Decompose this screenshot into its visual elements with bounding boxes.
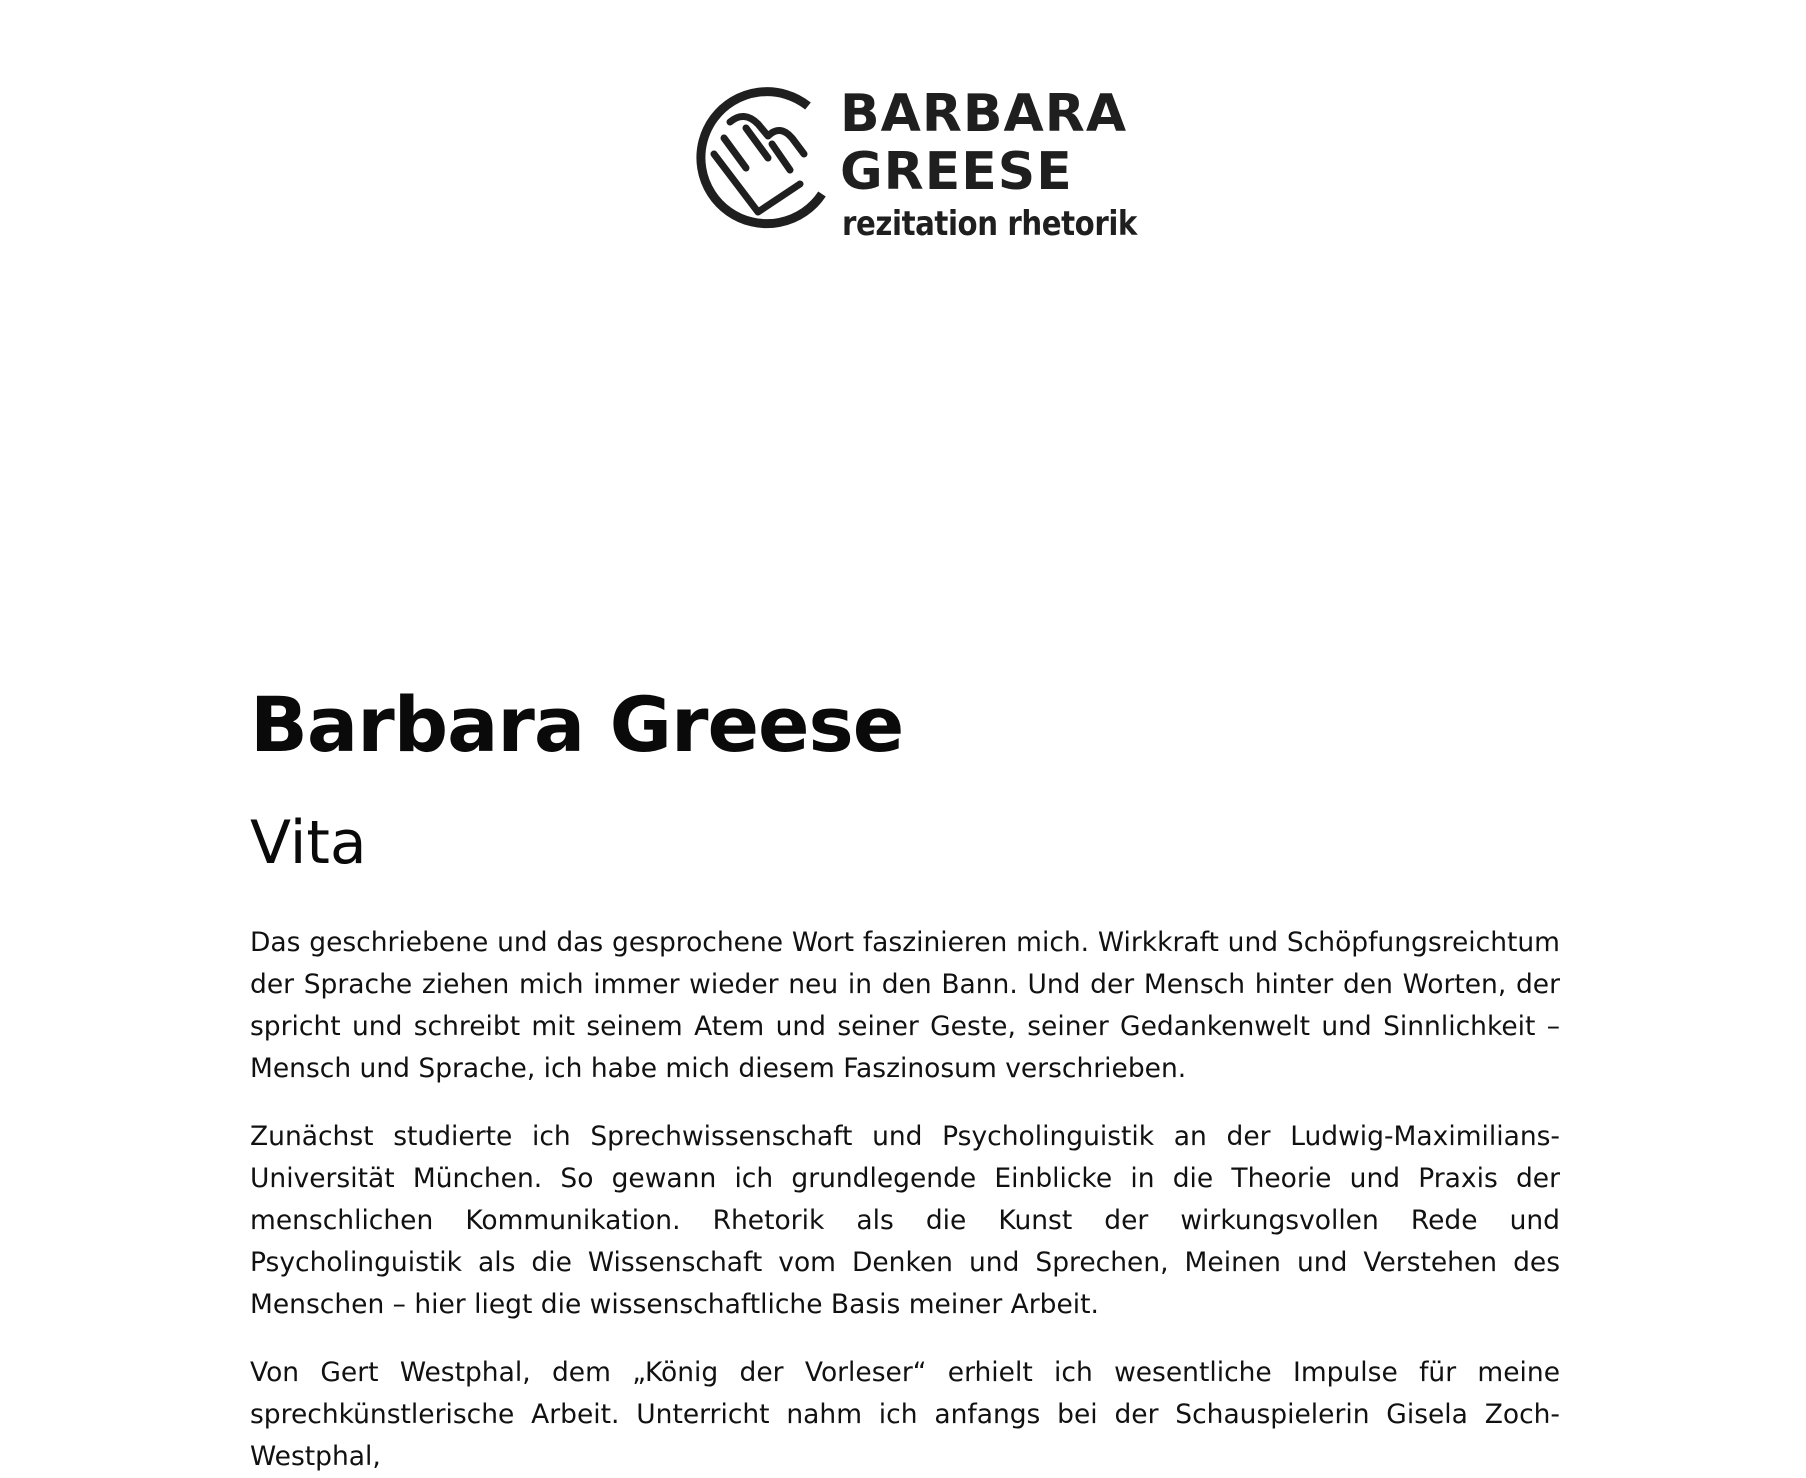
logo-name-last: GREESE: [840, 142, 1073, 202]
logo-tagline: rezitation rhetorik: [842, 204, 1137, 244]
paragraph: Zunächst studierte ich Sprechwissenschaft und Psycholinguistik an der Ludwig-Maximilians-Universität München. So gewann ich grundlegende Einblicke in die Theorie und Praxis der menschlichen Kommunikation. Rhetorik als die Kunst der wirkungsvollen Rede und Psycholinguistik als die Wissenschaft vom Denken und Sprechen, Meinen und Verstehen des Menschen – hier liegt die wissenschaftliche Basis meiner Arbeit.: [250, 1121, 1560, 1320]
brand-logo: [680, 84, 1140, 254]
book-circle-logo-icon: [680, 84, 840, 244]
logo-name-first: BARBARA: [840, 84, 1128, 144]
paragraph: Das geschriebene und das gesprochene Wort faszinieren mich. Wirkkraft und Schöpfungsreichtum der Sprache ziehen mich immer wieder neu in den Bann. Und der Mensch hinter den Worten, der spricht und schreibt mit seinem Atem und seiner Geste, seiner Gedankenwelt und Sinnlichkeit – Mensch und Sprache, ich habe mich diesem Faszinosum verschrieben.: [250, 927, 1560, 1084]
section-heading-vita: Vita: [250, 808, 367, 878]
paragraph: Von Gert Westphal, dem „König der Vorleser“ erhielt ich wesentliche Impulse für meine sprechkünstlerische Arbeit. Unterricht nahm ich anfangs bei der Schauspielerin Gisela Zoch-Westphal,: [250, 1357, 1560, 1472]
page-title: Barbara Greese: [250, 680, 904, 769]
document-body: [250, 680, 1560, 1478]
